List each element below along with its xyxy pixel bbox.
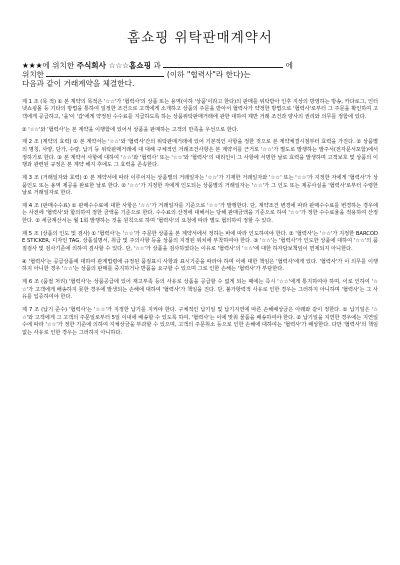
intro-line-3: 다음과 같이 거래계약을 체결한다. xyxy=(22,79,135,89)
articles xyxy=(22,99,378,338)
article-4: 제 4 조 (판매수수료) ① 판매수수료에 대한 사항은 '☆☆'가 거래일자를 기준으로 '☆☆'가 발행한다. 단, 계약조건 변경에 따라 판매수수료를 변경하는 경우에는 사전에 '협력사'와 합의하여 정한 금액을 기준으로 한다. 수수료의 산정에 대해서는 당해 판매금액을 기준으로 하여 '☆☆'가 정한 수수료율을 적용하여 산정한다. ② 세금계산서는 월 1회 발행하는 것을 원칙으로 하며 '협력사'의 요청에 따라 별도 협의하여 정할 수 있다. xyxy=(22,202,378,225)
and-text: 과 xyxy=(153,61,161,70)
article-2: 제 2 조 (계약의 효력) ① 본 계약서는 '☆☆'와 '협력사'간의 위탁판매거래에 있어 기본적인 사항을 정한 것으로 본 계약체결시점부터 효력을 가진다. ② 상품별의 명칭, 사양, 단가, 수량, 납기 등 위탁판매거래에 대 대해 구체적인 거래조건사항은 본 계약서를 근거로 '☆☆'가 별도로 발행하는 발주서(전자문서포함)에서 정하기로 한다. ③ 본 계약서 사항에 대하여 '☆☆'와 '협력사' 또는 '☆☆'와 '협력사'의 대리인이 그 사항에 서명한 날로 효력을 발생하며 고객보호 및 상품의 이행과 관련된 규정은 본 계약 해지 후에도 그 효력을 존속한다. xyxy=(22,139,378,169)
company-location-prefix: ★★★에 위치한 xyxy=(22,61,75,70)
partner-name-blank[interactable] xyxy=(46,76,164,77)
intro-line-1 xyxy=(22,61,378,70)
document-title: 홈쇼핑 위탁판매계약서 xyxy=(127,30,273,46)
article-1-clause-2: ② '☆☆'와 '협력사'는 본 계약을 이행함에 있어서 상품을 판매하는 고객의 만족을 우선으로 한다. xyxy=(22,126,239,133)
partner-location-blank[interactable] xyxy=(163,67,283,68)
article-3: 제 3 조 (거래일자와 효력) ① 본 계약서에 따라 이루어지는 상품별의 거래일자는 '☆☆'가 기재한 거래일자와 '☆☆' 또는 '☆☆'가 지정한 자에게 '협력사'가 상품인도 또는 용역 제공을 완료한 날로 한다. ② '☆☆'가 지정한 자에게 인도되는 상품별의 거래일자는 '☆☆'가 그 인도 또는 제공사실을 '협력사'로부터 수령한 날로 거래일자로 한다. xyxy=(22,174,378,197)
article-7: 제 7 조 (납기 준수) '협력사'는 '☆☆'가 지정한 납기를 지켜야 한다. 구체적인 납기일 및 납기지연에 따른 손해배상금은 아래와 같이 정한다. ① 납기일은 '☆☆'와 고객에게 그 고객의 주문일로부터 5일 이내에 배송할 수 있도록 하여, '협력사'는 이에 맞춰 물품을 배송하여야 한다. ② 납기일을 지연한 경우에는 지연일수에 따라 '☆☆'가 정한 기준에 의하여 지체상금을 부과할 수 있으며, 고객의 주문취소 등으로 인한 손해에 대하여는 '협력사'가 배상한다. 다만 '협력사'의 책임 없는 사유로 인한 경우는 그러하지 아니하다. xyxy=(22,307,378,336)
article-5: 제 5 조 (상품의 인도 및 검사) ① '협력사'는 '☆☆'가 주문한 상품을 본 계약서에서 정하는 바에 따라 인도하여야 한다. ② '협력사'는 '☆☆'가 지정한 BARCODE STICKER, 디자인 TAG, 상품설명서, 취급 및 주의사항 등을 상품의 지정된 위치에 부착하여야 한다. ③ '☆☆'는 '협력사'가 인도한 상품에 대하여 '☆☆'의 품질검사 및 검사기준에 의하여 검사할 수 있다. 단, '☆☆'가 상품을 검사하였다는 이유로 '협력사'의 '☆☆'에 대한 하자담보책임이 면제되지 아니한다. xyxy=(22,230,378,253)
article-5-clause-4: ④ '협력사'는 공급상품에 대하여 관계법령에 규정된 품질표시 사항과 표시기준을 따라야 하며 이에 대한 책임은 '협력사'에게 있다. '협력사'가 이 의무를 이행하지 아니한 경우 '☆☆'는 상품의 판매를 중지하거나 반품을 요구할 수 있으며 그로 인한 손해는 '협력사'가 부담한다. xyxy=(22,258,378,273)
line2-suffix: (이하 "협력사"라 한다)는 xyxy=(166,70,251,80)
contract-parties xyxy=(22,61,378,89)
article-1: 제 1 조 (목 적) ① 본 계약의 목적은 '☆☆'가 '협력사'의 상품 또는 용역(이하 '상품'이라고 한다)의 판매를 위탁받아 인후 지상의 방영하는 방송, 카다로그, 인터넷쇼핑몰 등 기타의 방법을 통하여 일정한 조건으로 고객에게 소개하고 상품의 주문을 받아서 협력사가 약정한 방법으로 '협력사'로부터 그 주문을 확인하여 고객에게 공급하고, '을'이 '갑'에게 약정된 수수료를 지급하도록 하는 상품위탁판매거래에 관한 대하여 제반 거래 조건과 양사의 권리와 의무를 정함에 있다. xyxy=(22,98,378,120)
article-6: 제 6 조 (품절 처리) '협력사'는 상품공급에 있어 재고부족 등의 사유로 상품을 공급할 수 없게 되는 때에는 즉시 '☆☆'에게 통지하여야 하며, 이로 인하여 '☆☆'가 고객에게 배송하지 못한 경우에 발생되는 손해에 대하여 '협력사'가 책임을 진다. 단, 불가항력적 사유로 인한 경우는 그러하지 아니하며 '협력사'는 그 사유를 입증하여야 한다. xyxy=(22,279,378,301)
company-name: 주식회사 ☆☆☆홈쇼핑 xyxy=(76,61,152,70)
line2-prefix: 위치한 xyxy=(22,70,45,80)
location-suffix: 에 xyxy=(285,61,293,70)
